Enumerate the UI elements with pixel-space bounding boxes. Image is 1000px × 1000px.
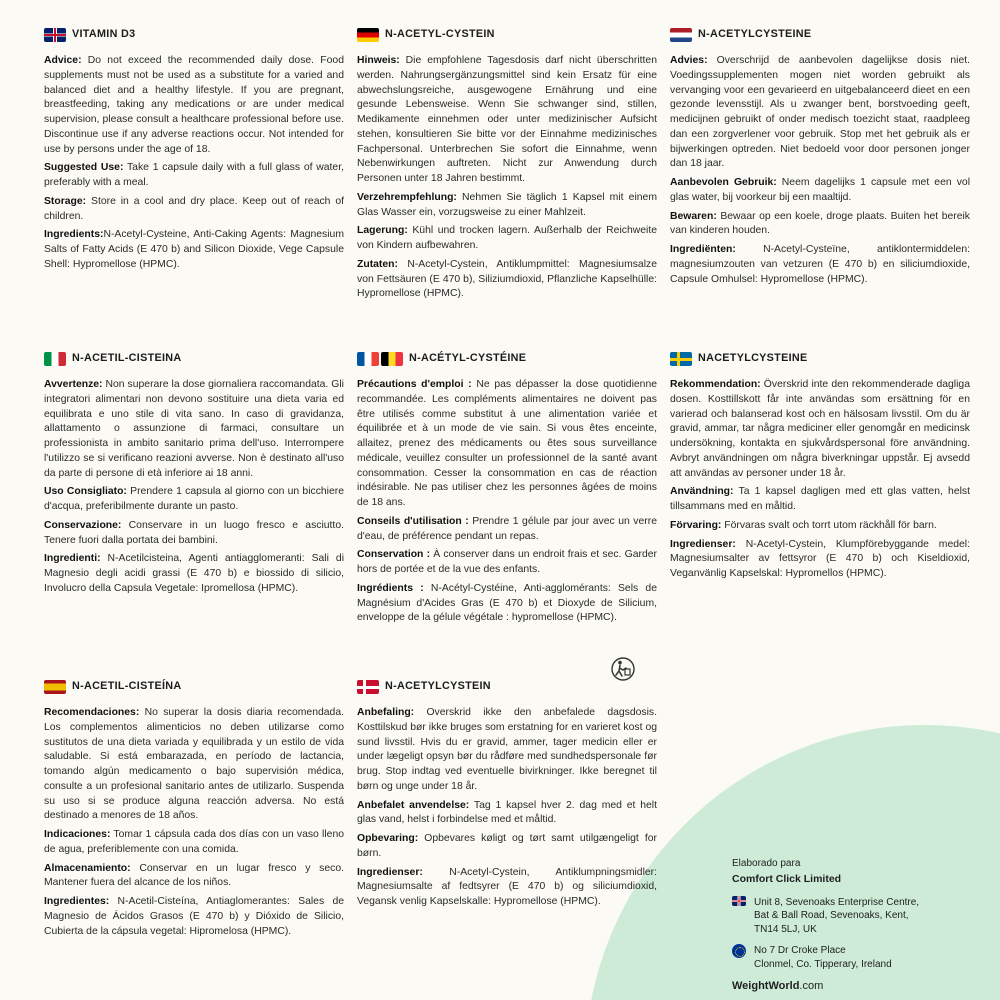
panel-en [44,27,344,277]
panel-section [670,378,970,481]
made-for-label: Elaborado para [732,858,801,869]
se-flag-icon [670,352,692,366]
uk-flag-icon [732,896,746,906]
panel-section [670,538,970,582]
panel-fr [357,351,657,630]
panel-title: VITAMIN D3 [72,28,136,41]
panel-header [357,351,657,367]
panel-section [44,54,344,157]
section-label: Almacenamiento: [44,862,131,874]
panel-header [670,27,970,43]
section-label: Advies: [670,55,708,66]
panel-section [357,548,657,578]
section-label: Advice: [44,55,82,66]
panel-title: N-ACÉTYL-CYSTÉINE [409,352,527,365]
eu-address-line: Clonmel, Co. Tipperary, Ireland [754,958,892,970]
panel-section [357,378,657,511]
section-label: Anbefaling: [357,707,415,718]
section-label: Ingredients: [44,229,104,241]
section-label: Ingredienti: [44,553,101,565]
panel-section [670,485,970,515]
panel-section [357,191,657,221]
section-text: Tomar 1 cápsula cada dos días con un vaso lleno de agua, preferiblemente con una comida. [44,829,344,855]
section-label: Ingredienser: [357,866,423,878]
section-text: Bewaar op een koele, droge plaats. Buiten het bereik van kinderen houden. [670,210,970,237]
panel-section [670,54,970,172]
section-label: Anbefalet anvendelse: [357,799,470,811]
panel-section [357,582,657,626]
panel-section [357,866,657,910]
de-flag-icon [357,28,379,42]
flags [357,352,403,366]
panel-section [44,195,344,225]
section-label: Rekommendation: [670,379,761,390]
section-label: Conseils d'utilisation : [357,515,469,527]
section-text: N-Acetyl-Cysteine, Anti-Caking Agents: Magnesium Salts of Fatty Acids (E 470 b) and Silicon Dioxide, Vege Capsule Shell: Hypromellose (HPMC). [44,229,344,270]
panel-section [670,210,970,240]
section-label: Uso Consigliato: [44,486,127,498]
flags [670,352,692,366]
panel-section [44,552,344,596]
section-text: Prendre 1 gélule par jour avec un verre d'eau, de préférence pendant un repas. [357,515,657,542]
section-label: Suggested Use: [44,162,124,174]
panel-de [357,27,657,306]
section-text: Ta 1 kapsel dagligen med ett glas vatten, helst tillsammans med en måltid. [670,486,970,513]
section-label: Förvaring: [670,519,722,531]
brand-website [732,979,972,994]
panel-section [44,862,344,892]
panel-section [44,519,344,549]
flags [44,28,66,42]
section-label: Ingrédients : [357,582,424,594]
panel-section [44,485,344,515]
es-flag-icon [44,680,66,694]
section-label: Bewaren: [670,210,717,222]
section-text: Do not exceed the recommended daily dose. Food supplements must not be used as a substitute for a varied and balanced diet and a healthy lifestyle. If you are pregnant, breastfeeding, taking any medications or are under medical supervision, please consult a healthcare professional before use. Discontinue use if any adverse reactions occur. Not intended for use by persons under the age of 18. [44,55,344,155]
panel-header [44,351,344,367]
eu-flag-icon [732,944,746,958]
section-text: Överskrid inte den rekommenderade dagliga dosen. Kosttillskott får inte användas som ersättning för en varierad och balanserad kost och en hälsosam livsstil. Om du är gravid, ammar, tar några mediciner eller genomgår en medicinsk undersökning, kontakta en sjukvårdspersonal före användning. Avbryt användningen om några biverkningar uppstår. Ej avsedd att användas av personer under 18 år. [670,379,970,479]
section-text: N-Acetyl-Cystein, Klumpförebyggande medel: Magnesiumsalter av fettsyror (E 470 b) och Kiseldioxid, Veganvänlig Kapselskal: Hypromellos (HPMC). [670,538,970,580]
uk-address [732,896,972,937]
panel-section [357,54,657,187]
panel-section [44,378,344,481]
panel-title: N-ACETYLCYSTEIN [385,680,491,693]
brand-name: WeightWorld [732,980,800,993]
section-text: Nehmen Sie täglich 1 Kapsel mit einem Glas Wasser ein, vorzugsweise zu einer Mahlzeit. [357,191,657,218]
panel-section [44,161,344,191]
section-text: Conservar en un lugar fresco y seco. Mantener fuera del alcance de los niños. [44,862,344,889]
section-label: Indicaciones: [44,829,111,841]
panel-header [357,27,657,43]
panel-it [44,351,344,601]
eu-address [732,944,972,971]
section-text: N-Acetyl-Cystein, Antiklumpmittel: Magnesiumsalze von Fettsäuren (E 470 b), Siliziumdioxid, Pflanzliche Kapselhülle: Hypromellose (HPMC). [357,258,657,300]
section-label: Précautions d'emploi : [357,379,472,390]
section-text: Take 1 capsule daily with a full glass of water, preferably with a meal. [44,162,344,189]
panel-section [670,176,970,206]
section-text: Overschrijd de aanbevolen dagelijkse dosis niet. Voedingssupplementen mogen niet worden gebruikt als vervanging voor een gevarieerd en uitgebalanceerd dieet en een gezonde levensstijl. Als u zwanger bent, borstvoeding geeft, medicijnen gebruikt of onder medisch toezicht staat, raadpleeg dan een zorgverlener voor gebruik. Stop met het gebruik als er bijwerkingen optreden. Niet bedoeld voor door personen jonger dan 18 jaar. [670,55,970,170]
section-label: Recomendaciones: [44,707,140,718]
panel-section [670,519,970,534]
section-label: Conservazione: [44,519,122,531]
brand-domain: .com [799,980,824,993]
be-flag-icon [381,352,403,366]
section-label: Hinweis: [357,55,400,66]
section-text: N-Acetil-Cisteína, Antiaglomerantes: Sales de Magnesio de Ácidos Grasos (E 470 b) y Dióxido de Silicio, Cubierta de la cápsula vegetal: Hipromelosa (HPMC). [44,896,344,937]
uk-address-line: TN14 5LJ, UK [754,923,817,935]
flags [670,28,692,42]
section-text: No superar la dosis diaria recomendada. Los complementos alimenticios no deben utilizarse como sustitutos de una dieta variada y equilibrada y un estilo de vida saludable. Si está embarazada, en período de lactancia, tomando algún medicamento o bajo supervisión médica, consulte a un profesional sanitario antes de utilizarlo. Suspenda su uso si se produce alguna reacción adversa. No está destinado a menores de 18 años. [44,707,344,822]
flags [357,680,379,694]
section-label: Aanbevolen Gebruik: [670,177,777,189]
nl-flag-icon [670,28,692,42]
panel-title: N-ACETYL-CYSTEIN [385,28,495,41]
panel-header [44,679,344,695]
section-label: Ingrediënten: [670,244,736,256]
section-text: À conserver dans un endroit frais et sec. Garder hors de portée et de la vue des enfants. [357,549,657,576]
section-text: Ne pas dépasser la dose quotidienne recommandée. Les compléments alimentaires ne doivent pas être utilisés comme substitut à une alimentation variée et équilibrée et à un mode de vie sain. Si vous êtes enceinte, allaitez, prenez des médicaments ou êtes sous surveillance médicale, veuillez consulter un professionnel de la santé avant consommation. Cesser la consommation en cas de réaction indésirable. Ne pas utiliser chez les personnes âgées de moins de 18 ans. [357,379,657,509]
panel-es [44,679,344,943]
panel-title: N-ACETYLCYSTEINE [698,28,812,41]
section-label: Avvertenze: [44,379,103,390]
panel-title: NACETYLCYSTEINE [698,352,808,365]
section-text: Förvaras svalt och torrt utom räckhåll för barn. [721,519,937,531]
uk-address-line: Bat & Ball Road, Sevenoaks, Kent, [754,910,909,922]
section-label: Storage: [44,195,87,207]
panel-section [357,258,657,302]
section-label: Verzehrempfehlung: [357,191,457,203]
uk-address-line: Unit 8, Sevenoaks Enterprise Centre, [754,896,920,908]
manufacturer-info [732,857,972,994]
panel-section [44,706,344,824]
flags [44,680,66,694]
section-label: Zutaten: [357,258,398,270]
flags [357,28,379,42]
company-name: Comfort Click Limited [732,872,842,885]
panel-title: N-ACETIL-CISTEINA [72,352,182,365]
section-label: Opbevaring: [357,833,419,845]
it-flag-icon [44,352,66,366]
recycle-icon [611,656,635,682]
dk-flag-icon [357,680,379,694]
section-text: Tag 1 kapsel hver 2. dag med et helt glas vand, helst i forbindelse med et måltid. [357,799,657,826]
section-text: Store in a cool and dry place. Keep out of reach of children. [44,195,344,222]
section-text: N-Acetyl-Cystein, Antiklumpningsmidler: Magnesiumsalte af fedtsyrer (E 470 b) og siliciumdioxid, Vegansk venlig Kapselskalle: Hypromellose (HPMC). [357,866,657,908]
panel-section [44,895,344,939]
panel-section [44,228,344,272]
panel-se [670,351,970,586]
section-label: Användning: [670,486,734,498]
panel-section [357,706,657,795]
section-label: Ingredientes: [44,896,110,908]
panel-dk [357,679,657,914]
section-text: Kühl und trocken lagern. Außerhalb der Reichweite von Kindern aufbewahren. [357,225,657,252]
section-text: Non superare la dose giornaliera raccomandata. Gli integratori alimentari non devono sostituire una dieta varia ed equilibrata e uno stile di vita sano. In caso di gravidanza, allattamento o assunzione di farmaci, consultare un professionista in ambito sanitario prima dell'uso. Interrompere l'utilizzo se si verificano reazioni avverse. Non è destinato all'uso da parte di persone di età inferiore ai 18 anni. [44,379,344,479]
flags [44,352,66,366]
section-text: N-Acetilcisteina, Agenti antiagglomeranti: Sali di Magnesio degli acidi grassi (E 470 b) e biossido di silicio, Involucro della Capsula Vegetale: Ipromellosa (HPMC). [44,553,344,594]
panel-section [357,224,657,254]
fr-flag-icon [357,352,379,366]
panel-section [44,828,344,858]
section-label: Conservation : [357,549,431,561]
gb-flag-icon [44,28,66,42]
panel-section [357,799,657,829]
panel-header [44,27,344,43]
panel-title: N-ACETIL-CISTEÍNA [72,680,182,693]
panel-nl [670,27,970,291]
panel-section [357,832,657,862]
section-text: N-Acetyl-Cysteïne, antiklontermiddelen: magnesiumzouten van vetzuren (E 470 b) en siliciumdioxide, Capsule Omhulsel: Hypromellose (HPMC). [670,244,970,285]
section-text: Die empfohlene Tagesdosis darf nicht überschritten werden. Nahrungsergänzungsmittel sind kein Ersatz für eine abwechslungsreiche, ausgewogene Ernährung und eine gesunde Lebensweise. Wenn Sie schwanger sind, stillen, Medikamente einnehmen oder unter medizinischer Aufsicht stehen, konsultieren Sie bitte vor der Einnahme medizinisches Fachpersonal. Unterbrechen Sie sofort die Einnahme, wenn Nebenwirkungen auftreten. Nicht zur Anwendung durch Personen unter 18 Jahren bestimmt. [357,55,657,185]
section-label: Ingredienser: [670,538,736,550]
section-text: Prendere 1 capsula al giorno con un bicchiere d'acqua, preferibilmente durante un pasto. [44,486,345,513]
section-text: N-Acétyl-Cystéine, Anti-agglomérants: Sels de Magnésium d'Acides Gras (E 470 b) et Dioxyde de Silicium, enveloppe de la gélule végétale : hypromellose (HPMC). [357,582,657,624]
eu-address-line: No 7 Dr Croke Place [754,945,846,957]
panel-header [670,351,970,367]
panel-section [670,243,970,287]
section-text: Overskrid ikke den anbefalede dagsdosis. Kosttilskud bør ikke bruges som erstatning for en varieret kost og sund livsstil. Hvis du er gravid, ammer, tager medicin eller er under lægeligt opsyn bør du rådføre med sundhedspersonale før brug. Stop indtag ved eventuelle bivirkninger. Ikke beregnet til børn og unge under 18 år. [357,707,657,792]
section-text: Conservare in un luogo fresco e asciutto. Tenere fuori dalla portata dei bambini. [44,519,344,546]
section-text: Neem dagelijks 1 capsule met een vol glas water, bij voorkeur bij een maaltijd. [670,177,971,203]
panel-section [357,515,657,545]
section-text: Opbevares køligt og tørt samt utilgængeligt for børn. [357,833,657,859]
section-label: Lagerung: [357,225,408,237]
